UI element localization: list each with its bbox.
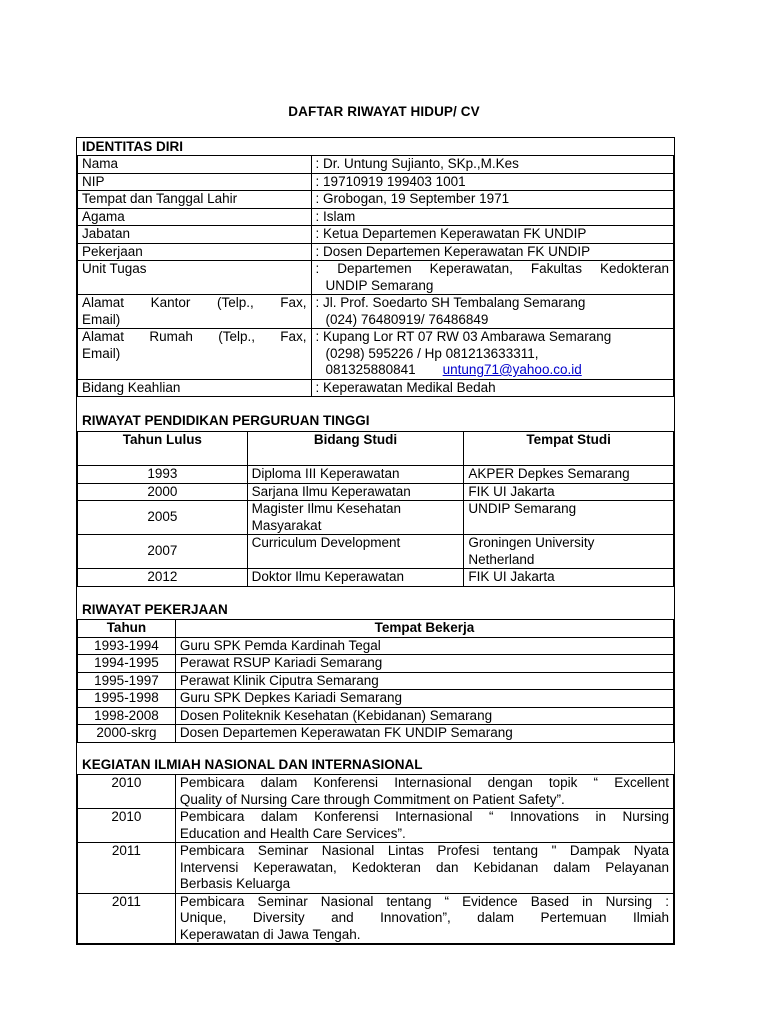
identitas-table <box>77 155 674 397</box>
kegiatan-desc-line: Pembicara Seminar Nasional Lintas Profesi tentang " Dampak Nyata <box>179 843 669 858</box>
pendidikan-header-place: Tempat Studi <box>464 432 674 466</box>
table-row <box>78 707 674 725</box>
pendidikan-field: Diploma III Keperawatan <box>247 466 464 484</box>
pendidikan-field <box>247 501 464 535</box>
table-row <box>78 243 674 261</box>
table-row <box>78 191 674 209</box>
pendidikan-year: 1993 <box>78 466 248 484</box>
alamat-rumah-line2: (0298) 595226 / Hp 081213633311, <box>325 345 539 361</box>
table-row <box>78 655 674 673</box>
identitas-value: : Dosen Departemen Keperawatan FK UNDIP <box>311 243 673 261</box>
table-header-row <box>78 432 674 466</box>
pendidikan-field: Sarjana Ilmu Keperawatan <box>247 483 464 501</box>
kegiatan-desc-line: Pembicara Seminar Nasional tentang “ Evidence Based in Nursing : <box>179 893 669 909</box>
pekerjaan-header-place: Tempat Bekerja <box>175 620 673 638</box>
table-row <box>78 208 674 226</box>
pendidikan-place <box>464 535 674 569</box>
pekerjaan-year: 1993-1994 <box>78 637 176 655</box>
kegiatan-desc-line: Quality of Nursing Care through Commitment on Patient Safety”. <box>179 791 565 807</box>
alamat-kantor-value <box>311 295 673 329</box>
kegiatan-desc <box>175 809 673 843</box>
pendidikan-place-line2: Netherland <box>468 551 535 567</box>
kegiatan-year: 2011 <box>78 843 176 894</box>
pendidikan-place: AKPER Depkes Semarang <box>464 466 674 484</box>
pendidikan-place: FIK UI Jakarta <box>464 483 674 501</box>
unit-tugas-line2: UNDIP Semarang <box>325 277 434 293</box>
pendidikan-field-line1: Magister Ilmu Kesehatan <box>251 501 401 516</box>
identitas-value: : 19710919 199403 1001 <box>311 173 673 191</box>
table-row <box>78 535 674 569</box>
table-row <box>78 501 674 535</box>
pekerjaan-year: 1995-1998 <box>78 690 176 708</box>
alamat-kantor-line2: (024) 76480919/ 76486849 <box>325 311 489 327</box>
pekerjaan-table <box>77 619 674 743</box>
email-link[interactable]: untung71@yahoo.co.id <box>442 362 582 377</box>
table-row <box>78 226 674 244</box>
pekerjaan-place: Perawat Klinik Ciputra Semarang <box>175 672 673 690</box>
identitas-value: : Grobogan, 19 September 1971 <box>311 191 673 209</box>
identitas-label: Pekerjaan <box>78 243 312 261</box>
table-row <box>78 725 674 743</box>
kegiatan-table <box>77 774 674 944</box>
pendidikan-field-line2: Masyarakat <box>251 517 322 533</box>
alamat-kantor-line1: : Jl. Prof. Soedarto SH Tembalang Semarang <box>315 295 586 310</box>
table-row <box>78 775 674 809</box>
table-row <box>78 379 674 397</box>
pekerjaan-header-year: Tahun <box>78 620 176 638</box>
alamat-rumah-label-line2: Email) <box>82 345 121 361</box>
cv-frame <box>76 137 675 945</box>
alamat-kantor-label-line1: Alamat Kantor (Telp., Fax, <box>82 295 307 310</box>
pekerjaan-place: Dosen Departemen Keperawatan FK UNDIP Semarang <box>175 725 673 743</box>
table-header-row <box>78 620 674 638</box>
kegiatan-desc-line: Berbasis Keluarga <box>179 876 291 891</box>
table-row <box>78 637 674 655</box>
kegiatan-desc-line: Intervensi Keperawatan, Kedokteran dan Kebidanan dalam Pelayanan <box>179 859 669 875</box>
table-row <box>78 893 674 944</box>
pendidikan-year: 2000 <box>78 483 248 501</box>
identitas-heading: IDENTITAS DIRI <box>82 139 183 154</box>
identitas-value: : Islam <box>311 208 673 226</box>
identitas-value: : Dr. Untung Sujianto, SKp.,M.Kes <box>311 156 673 174</box>
kegiatan-year: 2011 <box>78 893 176 944</box>
pendidikan-place: FIK UI Jakarta <box>464 569 674 587</box>
alamat-rumah-label <box>78 329 312 380</box>
pendidikan-year: 2012 <box>78 569 248 587</box>
pekerjaan-place: Perawat RSUP Kariadi Semarang <box>175 655 673 673</box>
kegiatan-desc-line: Pembicara dalam Konferensi Internasional dengan topik “ Excellent <box>179 775 669 790</box>
pendidikan-heading: RIWAYAT PENDIDIKAN PERGURUAN TINGGI <box>82 413 370 428</box>
table-row <box>78 672 674 690</box>
kegiatan-desc-line: Keperawatan di Jawa Tengah. <box>179 926 361 942</box>
table-row <box>78 483 674 501</box>
table-row <box>78 690 674 708</box>
kegiatan-desc-line: Education and Health Care Services”. <box>179 825 406 841</box>
pendidikan-year: 2005 <box>78 501 248 535</box>
alamat-rumah-line3 <box>316 362 669 379</box>
table-row <box>78 843 674 894</box>
unit-tugas-label: Unit Tugas <box>78 261 312 295</box>
kegiatan-desc <box>175 843 673 894</box>
alamat-kantor-label-line2: Email) <box>82 311 121 327</box>
pendidikan-field: Doktor Ilmu Keperawatan <box>247 569 464 587</box>
pekerjaan-year: 1994-1995 <box>78 655 176 673</box>
pendidikan-place-line1: Groningen University <box>468 535 595 550</box>
table-row <box>78 466 674 484</box>
pendidikan-table <box>77 431 674 587</box>
alamat-kantor-label <box>78 295 312 329</box>
kegiatan-heading: KEGIATAN ILMIAH NASIONAL DAN INTERNASIONAL <box>82 757 423 772</box>
kegiatan-year: 2010 <box>78 775 176 809</box>
alamat-rumah-line1: : Kupang Lor RT 07 RW 03 Ambarawa Semarang <box>315 329 612 344</box>
identitas-label: NIP <box>78 173 312 191</box>
pekerjaan-year: 1995-1997 <box>78 672 176 690</box>
identitas-label: Tempat dan Tanggal Lahir <box>78 191 312 209</box>
table-row <box>78 173 674 191</box>
pendidikan-year: 2007 <box>78 535 248 569</box>
identitas-label: Nama <box>78 156 312 174</box>
bidang-value: : Keperawatan Medikal Bedah <box>311 379 673 397</box>
alamat-rumah-label-line1: Alamat Rumah (Telp., Fax, <box>82 329 307 344</box>
pendidikan-place: UNDIP Semarang <box>464 501 674 535</box>
alamat-rumah-value <box>311 329 673 380</box>
kegiatan-desc-line: Unique, Diversity and Innovation”, dalam Pertemuan Ilmiah <box>179 910 669 925</box>
pekerjaan-year: 2000-skrg <box>78 725 176 743</box>
table-row <box>78 329 674 380</box>
table-row <box>78 295 674 329</box>
kegiatan-desc <box>175 775 673 809</box>
pekerjaan-place: Guru SPK Pemda Kardinah Tegal <box>175 637 673 655</box>
bidang-label: Bidang Keahlian <box>78 379 312 397</box>
kegiatan-desc <box>175 893 673 944</box>
phone-number: 081325880841 <box>325 362 416 377</box>
table-row <box>78 569 674 587</box>
kegiatan-desc-line: Pembicara dalam Konferensi Internasional “ Innovations in Nursing <box>179 809 669 824</box>
identitas-value: : Ketua Departemen Keperawatan FK UNDIP <box>311 226 673 244</box>
table-row <box>78 261 674 295</box>
kegiatan-year: 2010 <box>78 809 176 843</box>
pendidikan-header-field: Bidang Studi <box>247 432 464 466</box>
unit-tugas-value <box>311 261 673 295</box>
pekerjaan-place: Dosen Politeknik Kesehatan (Kebidanan) Semarang <box>175 707 673 725</box>
pendidikan-header-year: Tahun Lulus <box>78 432 248 466</box>
document-title: DAFTAR RIWAYAT HIDUP/ CV <box>288 104 480 119</box>
pekerjaan-year: 1998-2008 <box>78 707 176 725</box>
pekerjaan-place: Guru SPK Depkes Kariadi Semarang <box>175 690 673 708</box>
identitas-label: Jabatan <box>78 226 312 244</box>
pekerjaan-heading: RIWAYAT PEKERJAAN <box>82 602 228 617</box>
unit-tugas-line1: : Departemen Keperawatan, Fakultas Kedokteran <box>315 261 669 276</box>
table-row <box>78 809 674 843</box>
identitas-label: Agama <box>78 208 312 226</box>
pendidikan-field: Curriculum Development <box>247 535 464 569</box>
table-row <box>78 156 674 174</box>
